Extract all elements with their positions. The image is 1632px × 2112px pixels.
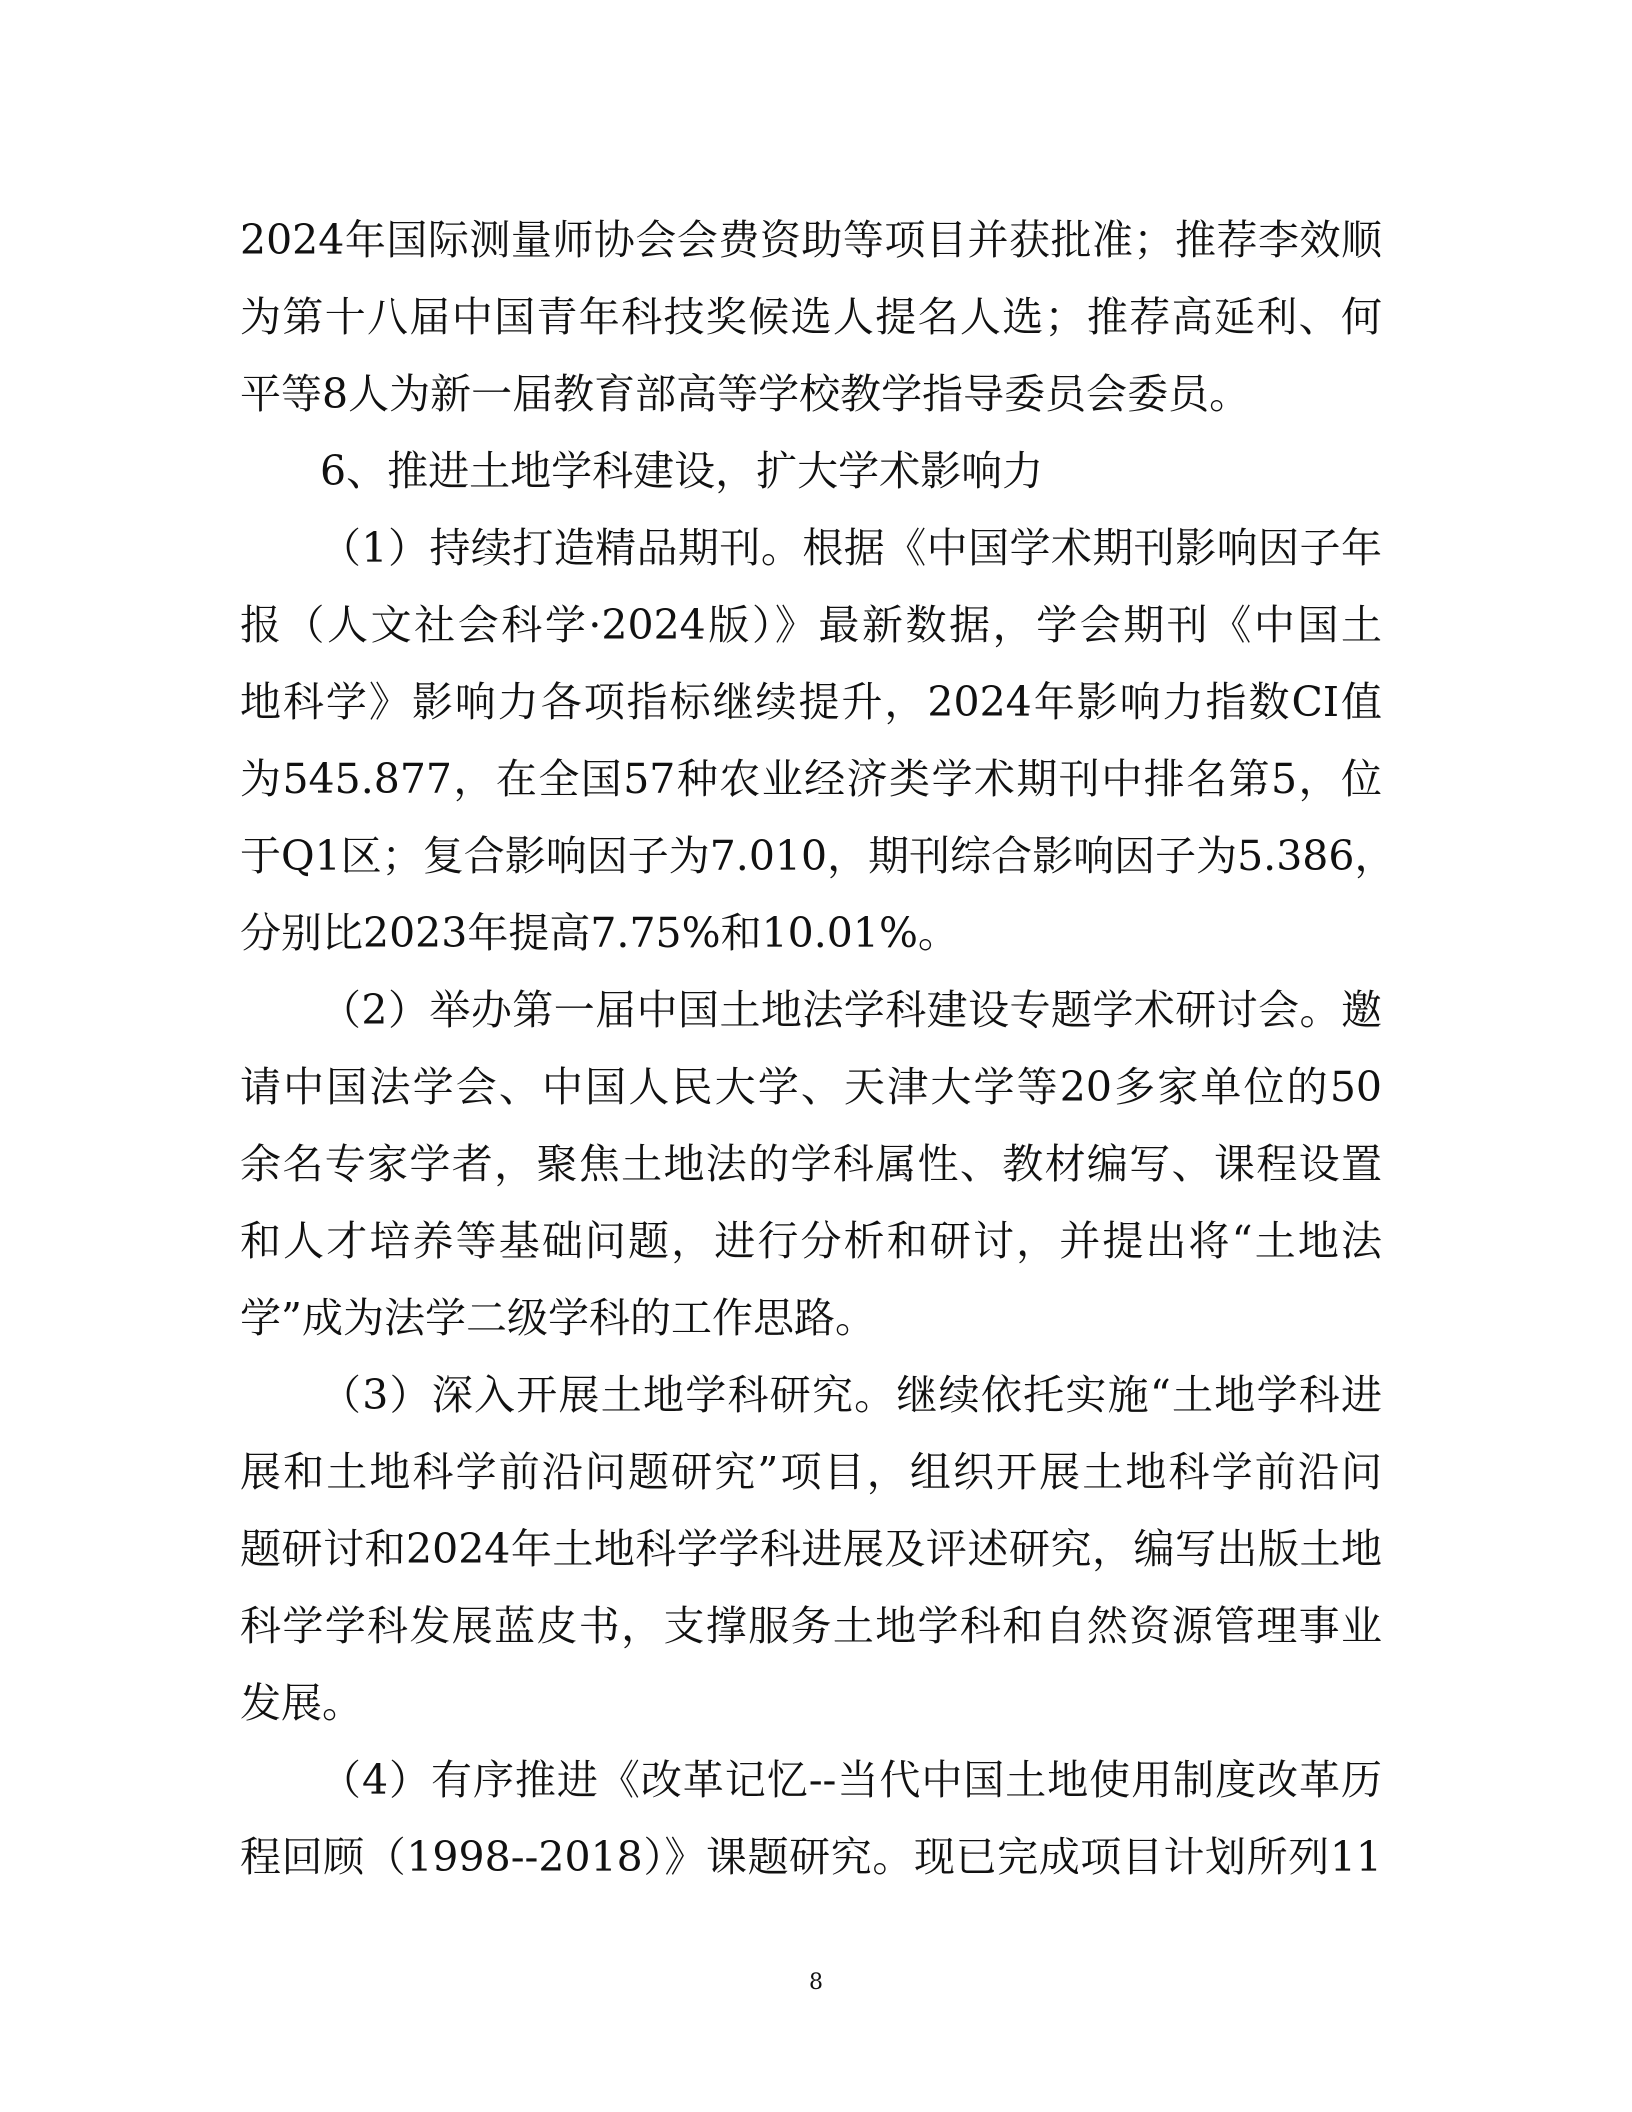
page-number: 8 xyxy=(809,1970,823,1995)
body-text-line: 报（人文社会科学·2024版）》最新数据，学会期刊《中国土 xyxy=(240,601,1382,649)
body-text-line: 和人才培养等基础问题，进行分析和研讨，并提出将“土地法 xyxy=(240,1217,1382,1265)
body-text-line: 请中国法学会、中国人民大学、天津大学等20多家单位的50 xyxy=(240,1063,1382,1111)
body-text-line: 于Q1区；复合影响因子为7.010，期刊综合影响因子为5.386， xyxy=(240,832,1396,880)
body-text-line: 学”成为法学二级学科的工作思路。 xyxy=(240,1294,876,1342)
body-text-line: 题研讨和2024年土地科学学科进展及评述研究，编写出版土地 xyxy=(240,1525,1382,1573)
body-text-line: （3）深入开展土地学科研究。继续依托实施“土地学科进 xyxy=(320,1371,1382,1419)
body-text-line: 为第十八届中国青年科技奖候选人提名人选；推荐高延利、何 xyxy=(240,293,1382,341)
body-text-line: 地科学》影响力各项指标继续提升，2024年影响力指数CI值 xyxy=(240,678,1382,726)
body-text-line: 2024年国际测量师协会会费资助等项目并获批准；推荐李效顺 xyxy=(240,216,1382,264)
body-text-line: 平等8人为新一届教育部高等学校教学指导委员会委员。 xyxy=(240,370,1251,418)
body-text-line: 程回顾（1998--2018）》课题研究。现已完成项目计划所列11 xyxy=(240,1833,1382,1881)
body-text-line: 科学学科发展蓝皮书，支撑服务土地学科和自然资源管理事业 xyxy=(240,1602,1382,1650)
body-text-line: 发展。 xyxy=(240,1679,363,1727)
body-text-line: 展和土地科学前沿问题研究”项目，组织开展土地科学前沿问 xyxy=(240,1448,1382,1496)
body-text-line: 分别比2023年提高7.75%和10.01%。 xyxy=(240,909,959,957)
body-text-line: （2）举办第一届中国土地法学科建设专题学术研讨会。邀 xyxy=(320,986,1382,1034)
body-text-line: 余名专家学者，聚焦土地法的学科属性、教材编写、课程设置 xyxy=(240,1140,1382,1188)
body-text-line: （1）持续打造精品期刊。根据《中国学术期刊影响因子年 xyxy=(320,524,1382,572)
body-text-line: （4）有序推进《改革记忆--当代中国土地使用制度改革历 xyxy=(320,1756,1382,1804)
section-heading: 6、推进土地学科建设，扩大学术影响力 xyxy=(320,447,1044,495)
body-text-line: 为545.877，在全国57种农业经济类学术期刊中排名第5，位 xyxy=(240,755,1382,803)
